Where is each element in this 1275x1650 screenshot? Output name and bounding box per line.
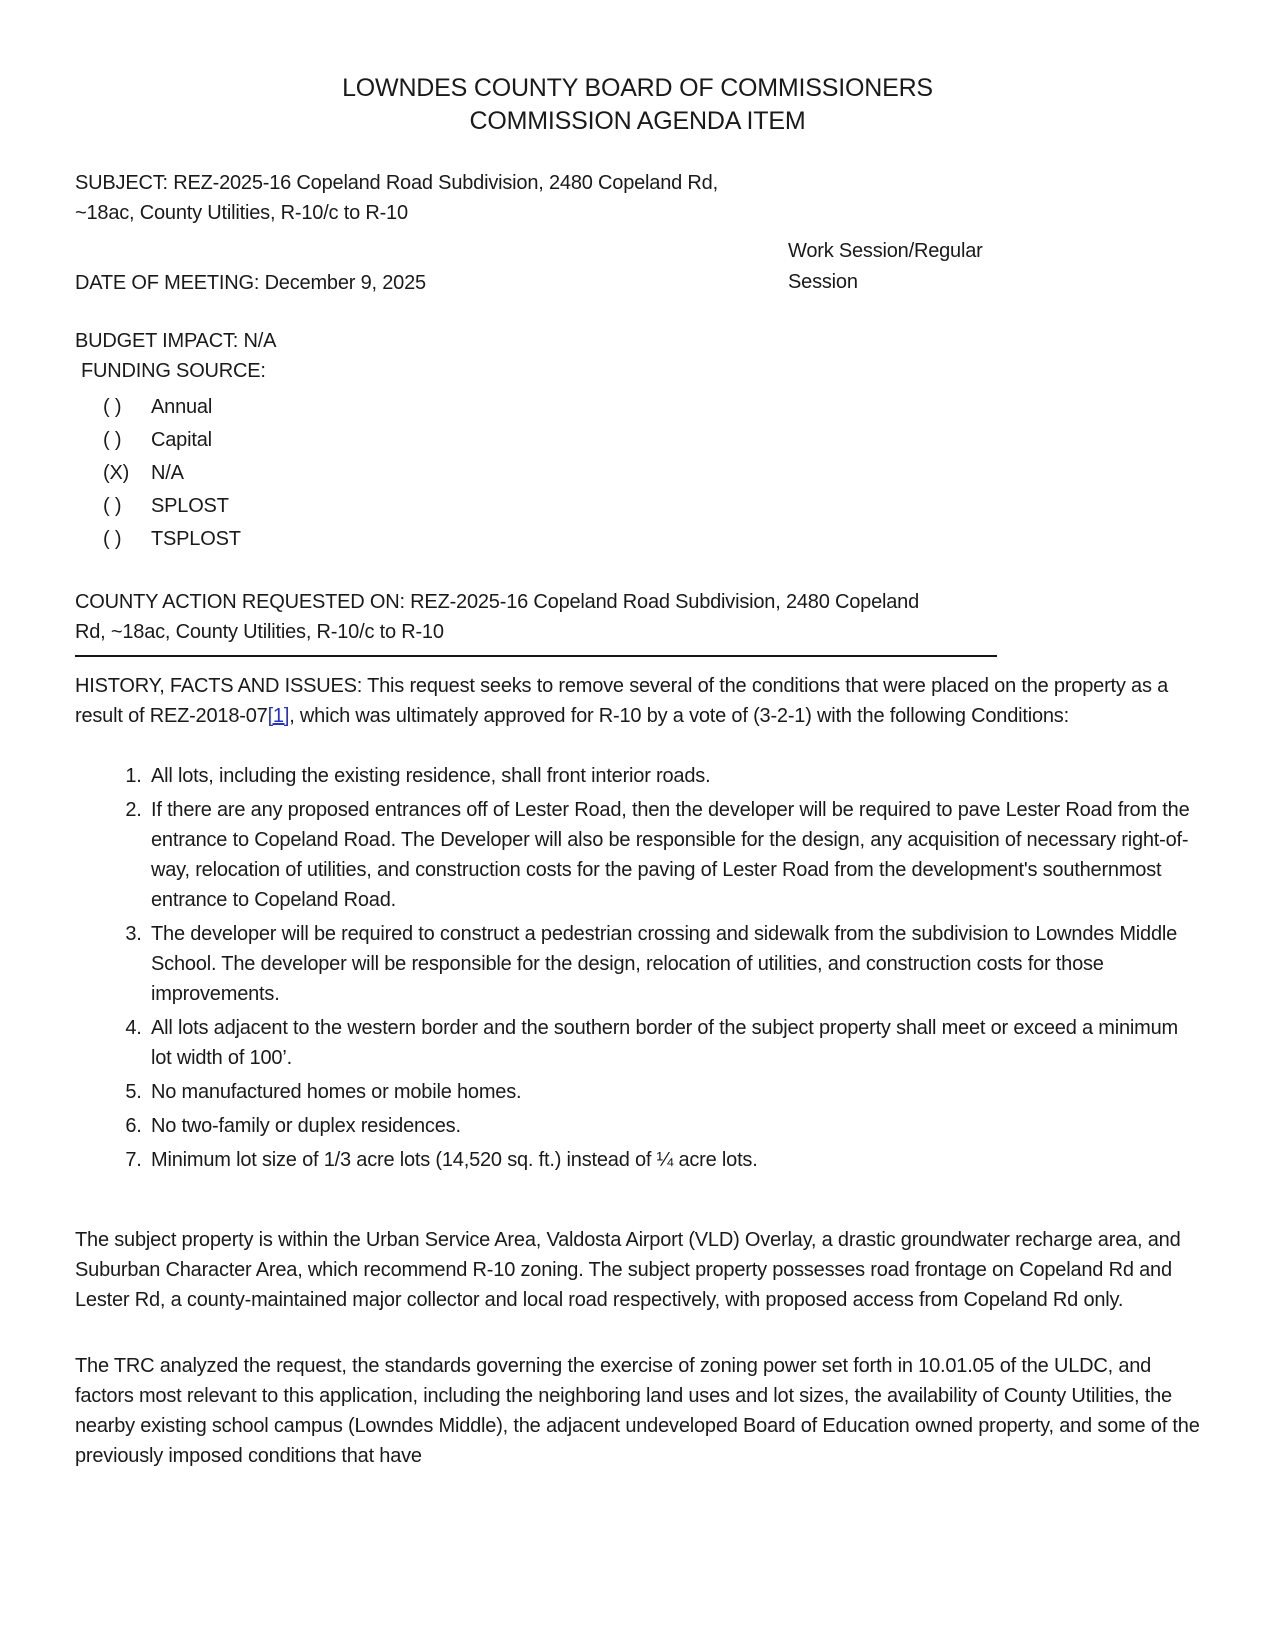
property-context-paragraph: The subject property is within the Urban Service Area, Valdosta Airport (VLD) Overlay, a drastic groundwater recharge area, and Suburban Character Area, which recommend R-10 zoning. The subject property possesses road frontage on Copeland Rd and Lester Rd, a county-maintained major collector and local road respectively, with proposed access from Copeland Rd only.: [75, 1229, 1181, 1311]
funding-option-tsplost: [103, 524, 1200, 557]
checkbox-marker: ( ): [103, 495, 122, 517]
condition-item-3: 3. The developer will be required to construct a pedestrian crossing and sidewalk from the subdivision to Lowndes Middle School. The developer will be responsible for the design, relocation of utilities, and construction costs for those improvements.: [147, 919, 1200, 1009]
funding-option-capital: [103, 425, 1200, 458]
funding-option-label: Annual: [151, 396, 213, 418]
funding-option-label: N/A: [151, 462, 184, 484]
history-text-after: , which was ultimately approved for R-10 by a vote of (3-2-1) with the following Conditions:: [289, 705, 1069, 727]
document-title-line2: COMMISSION AGENDA ITEM: [469, 107, 806, 135]
funding-source-heading: FUNDING SOURCE:: [81, 360, 266, 382]
document-title-line1: LOWNDES COUNTY BOARD OF COMMISSIONERS: [342, 74, 933, 102]
history-text-before: HISTORY, FACTS AND ISSUES: This request seeks to remove several of the conditions that were placed on the property as a result of REZ-2018-07: [75, 675, 1169, 727]
session-note: Work Session/Regular Session: [788, 240, 983, 293]
budget-impact-line: BUDGET IMPACT: N/A: [75, 330, 277, 352]
checkbox-marker: ( ): [103, 429, 122, 451]
funding-option-splost: [103, 491, 1200, 524]
condition-item-1: 1. All lots, including the existing residence, shall front interior roads.: [147, 761, 1200, 791]
subject-line: SUBJECT: REZ-2025-16 Copeland Road Subdivision, 2480 Copeland Rd, ~18ac, County Utilities, R-10/c to R-10: [75, 172, 718, 224]
condition-item-4: 4. All lots adjacent to the western border and the southern border of the subject property shall meet or exceed a minimum lot width of 100’.: [147, 1013, 1200, 1073]
funding-option-label: Capital: [151, 429, 212, 451]
funding-option-annual: [103, 392, 1200, 425]
checkbox-marker: ( ): [103, 396, 122, 418]
funding-option-label: TSPLOST: [151, 528, 241, 550]
trc-analysis-paragraph: The TRC analyzed the request, the standards governing the exercise of zoning power set forth in 10.01.05 of the ULDC, and factors most relevant to this application, including the neighboring land uses and lot sizes, the availability of County Utilities, the nearby existing school campus (Lowndes Middle), the adjacent undeveloped Board of Education owned property, and some of the previously imposed conditions that have: [75, 1355, 1200, 1467]
checkbox-marker: ( ): [103, 528, 122, 550]
checkbox-marker-checked: (X): [103, 462, 130, 484]
condition-item-5: 5. No manufactured homes or mobile homes.: [147, 1077, 1200, 1107]
condition-item-6: 6. No two-family or duplex residences.: [147, 1111, 1200, 1141]
condition-item-7: 7. Minimum lot size of 1/3 acre lots (14,520 sq. ft.) instead of ¼ acre lots.: [147, 1145, 1200, 1175]
funding-option-na: [103, 458, 1200, 491]
condition-item-2: 2. If there are any proposed entrances off of Lester Road, then the developer will be required to pave Lester Road from the entrance to Copeland Road. The Developer will also be responsible for the design, any acquisition of necessary right-of-way, relocation of utilities, and construction costs for the paving of Lester Road from the development's southernmost entrance to Copeland Road.: [147, 795, 1200, 915]
funding-option-label: SPLOST: [151, 495, 229, 517]
document-header: [75, 72, 1200, 138]
meeting-date-line: DATE OF MEETING: December 9, 2025: [75, 272, 426, 294]
history-paragraph: [75, 671, 1200, 731]
county-action-section: [75, 587, 997, 657]
county-action-line: COUNTY ACTION REQUESTED ON: REZ-2025-16 Copeland Road Subdivision, 2480 Copeland Rd, ~18ac, County Utilities, R-10/c to R-10: [75, 591, 920, 643]
conditions-list: [75, 761, 1200, 1175]
footnote-link-1[interactable]: [1]: [267, 705, 290, 727]
funding-options-list: [75, 392, 1200, 557]
